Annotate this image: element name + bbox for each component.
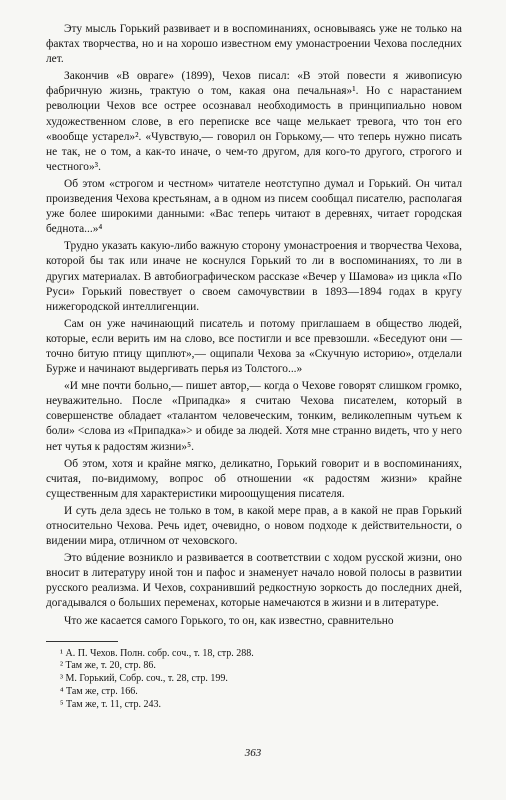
paragraph: Об этом «строгом и честном» читателе неотступно думал и Горький. Он читал произведения Чехова крестьянам, а в одном из писем сообщал писателю, располагая уже более широкими данными: «Вас теперь читают в деревнях, читает городская беднота...»⁴ [46,177,462,236]
paragraph: Эту мысль Горький развивает и в воспоминаниях, основываясь уже не только на фактах творчества, но и на хорошо известном ему умонастроении Чехова последних лет. [46,23,462,66]
footnotes [46,648,462,712]
paragraph: Об этом, хотя и крайне мягко, деликатно, Горький говорит и в воспоминаниях, считая, по-видимому, вопрос об отношении «к радостям жизни» крайне существенным для характеристики мироощущения писателя. [46,457,462,500]
paragraph: Что же касается самого Горького, то он, как известно, сравнительно [64,614,394,627]
footnote: ⁵ Там же, т. 11, стр. 243. [60,698,162,710]
paragraph: Это вúдение возникло и развивается в соответствии с ходом русской жизни, оно вносит в литературу иной тон и пафос и знаменует начало новой полосы в развитии русского реализма. И Чехов, сохранивший редкостную зоркость до последних дней, догадывался о больших переменах, которые намечаются в жизни и в литературе. [46,552,462,610]
paragraph: «И мне почти больно,— пишет автор,— когда о Чехове говорят слишком громко, неуважительно. После «Припадка» я считаю Чехова писателем, который в совершенстве обладает «талантом человеческим, тонким, великолепным чутьем к боли» <слова из «Припадка»> и обиде за людей. Хотя мне странно видеть, что у него нет чутья к радостям жизни»⁵. [46,380,462,453]
paragraph: Закончив «В овраге» (1899), Чехов писал: «В этой повести я живописую фабричную жизнь, трактую о том, какая она печальная»¹. Но с нарастанием революции Чехов все острее осознавал необходимость в принципиально новом художественном слове, в его переписке все чаще мелькает тревога, что тон его «вообще устарел»². «Чувствую,— говорил он Горькому,— что теперь нужно писать не так, не о том, а как-то иначе, о чем-то другом, для кого-то другого, строгого и честного»³. [46,70,462,173]
footnote-divider [46,641,118,642]
main-text [46,22,462,629]
paragraph: И суть дела здесь не только в том, в какой мере прав, а в какой не прав Горький относительно Чехова. Речь идет, очевидно, о новом подходе к действительности, о видении мира, отличном от чеховского. [46,504,462,548]
paragraph: Сам он уже начинающий писатель и потому приглашаем в общество людей, которые, если верить им на слово, все постигли и все превзошли. «Беседуют они — точно битую птицу щиплют»,— ощипали Чехова за «Скучную историю», отделали Бурже и начинают выдергивать перья из Толстого...» [46,317,462,376]
footnote: ⁴ Там же, стр. 166. [60,686,138,698]
footnote: ¹ А. П. Чехов. Полн. собр. соч., т. 18, стр. 288. [60,647,254,659]
footnote: ³ М. Горький, Собр. соч., т. 28, стр. 199. [60,673,228,685]
paragraph: Трудно указать какую-либо важную сторону умонастроения и творчества Чехова, которой бы так или иначе не коснулся Горький то ли в воспоминаниях, то ли в других материалах. В автобиографическом рассказе «Вечер у Шамова» из цикла «По Руси» Горький повествует о своем самочувствии в 1893—1894 годах в кругу нижегородской интеллигенции. [46,240,462,313]
footnote: ² Там же, т. 20, стр. 86. [60,660,156,672]
page-number: 363 [244,747,262,759]
